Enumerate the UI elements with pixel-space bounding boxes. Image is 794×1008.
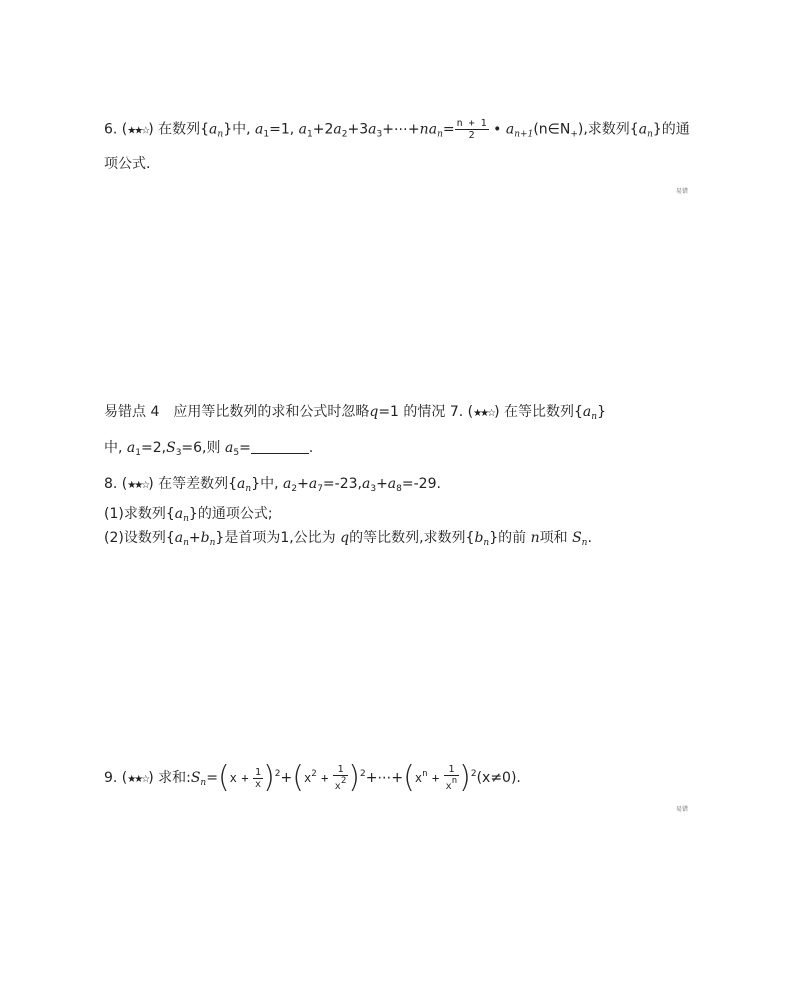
tag-label: 易错 [675,188,688,195]
q8-sub1: (1)求数列$\{a_n\}$的通项公式; [104,506,273,524]
q6-line1: 6. (★★☆) 在数列$\{a_n\}$中, $a_1=1$, $a_1+2a_2+3a_3+\cdots+na_n=$ $\frac{n + 1}{2}$ • $a_{n+1}(n\in N_+)$,求数列$\{a_n\}$的通 [104,118,690,141]
answer-blank[interactable] [251,439,309,454]
q8-sub2: (2)设数列$\{a_n+b_n\}$是首项为1,公比为 q的等比数列,求数列$\{b_n\}$的前 n项和 $S_n$. [104,530,592,548]
tag-label: 易错 [675,806,688,813]
difficulty-stars-icon: ★★☆ [127,125,149,137]
difficulty-stars-icon: ★★☆ [127,480,149,491]
q6-number: 6. [104,121,118,138]
fraction: $\frac{1}{x}$ [255,766,262,790]
fraction: $\frac{n + 1}{2}$ [456,118,487,141]
q9-line1: 9. (★★☆) 求和$:S_n=(x$ + $\frac{1}{x}$ )$^2+(x^2$ + $\frac{1}{x^2}$ )$^2+\cdots+(x^n$ + $\frac{1}{x^n}$ )$^2$(x≠0). [104,760,521,795]
q8-line1: 8. (★★☆) 在等差数列$\{a_n\}$中, $a_2+a_7=-23,a_3+a_8=-29$. [104,476,441,494]
fraction: $\frac{1}{x^n}$ [445,764,458,792]
q6-line2: 项公式. [104,156,151,172]
fraction: $\frac{1}{x^2}$ [334,764,347,792]
section-heading: 易错点 4 应用等比数列的求和公式时忽略q=1 的情况 7. (★★☆) 在等比数列$\{a_n\}$ [104,404,606,422]
difficulty-stars-icon: ★★☆ [473,408,495,419]
difficulty-stars-icon: ★★☆ [127,774,149,785]
q7-line2: 中, $a_1=2,S_3=6$,则 $a_5=$ . [104,440,314,458]
